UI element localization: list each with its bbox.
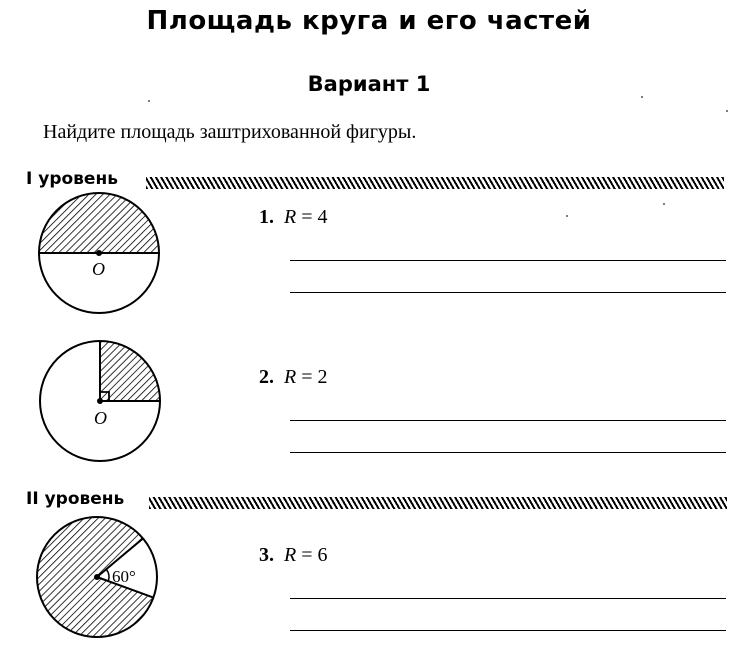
task-3-answer-line-1[interactable]: [290, 598, 726, 599]
figure-1-shaded-half: [39, 193, 159, 253]
task-2-answer-line-2[interactable]: [290, 452, 726, 453]
task-3: [259, 544, 328, 567]
scan-speck: [566, 215, 568, 217]
page-title: Площадь круга и его частей: [146, 6, 592, 36]
scan-speck: [726, 110, 728, 112]
task-1-number: 1.: [259, 206, 274, 228]
level-2-heading: II уровень: [26, 489, 125, 509]
level-1-hatched-bar: [146, 177, 724, 189]
task-1-value: = 4: [296, 206, 328, 228]
figure-3-circle: [31, 514, 161, 644]
level-2-hatched-bar: [149, 497, 727, 509]
figure-3-center-point: [94, 574, 100, 580]
figure-1-center-point: [96, 250, 102, 256]
variant-heading: Вариант 1: [307, 72, 431, 96]
figure-2-circle: [36, 336, 166, 466]
task-1-answer-line-1[interactable]: [290, 260, 726, 261]
task-3-number: 3.: [259, 544, 274, 566]
task-2: [259, 366, 328, 389]
figure-1-circle: [34, 192, 164, 322]
task-1-variable: R: [284, 206, 297, 228]
task-1: [259, 206, 328, 229]
task-2-variable: R: [284, 366, 297, 388]
task-3-answer-line-2[interactable]: [290, 630, 726, 631]
task-2-number: 2.: [259, 366, 274, 388]
figure-3-angle-label: 60°: [112, 567, 136, 586]
task-2-answer-line-1[interactable]: [290, 420, 726, 421]
task-3-variable: R: [284, 544, 297, 566]
task-2-value: = 2: [296, 366, 328, 388]
scan-speck: [641, 96, 643, 98]
instruction-text: Найдите площадь заштрихованной фигуры.: [43, 121, 417, 143]
figure-2-center-label: O: [94, 408, 107, 428]
scan-speck: [148, 100, 150, 102]
scan-speck: [663, 203, 665, 205]
task-3-value: = 6: [296, 544, 328, 566]
task-1-answer-line-2[interactable]: [290, 292, 726, 293]
level-1-heading: I уровень: [26, 169, 118, 189]
figure-1-center-label: O: [92, 259, 105, 279]
figure-2-center-point: [97, 398, 103, 404]
